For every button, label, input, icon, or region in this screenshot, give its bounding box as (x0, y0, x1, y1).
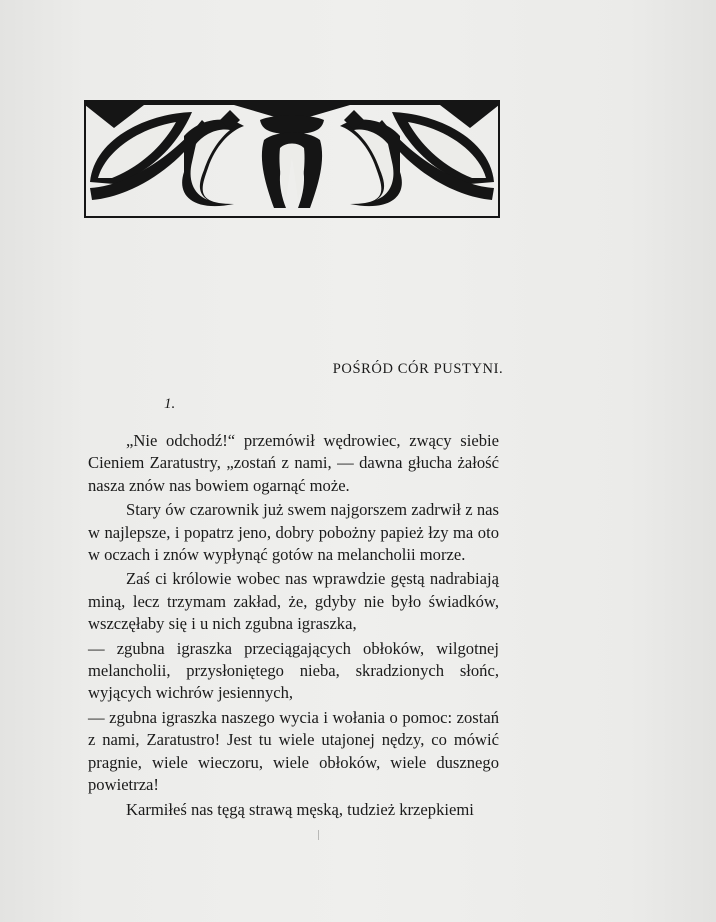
paragraph: — zgubna igraszka przeciągających obłoków, wilgotnej melancholii, przysłoniętego nieba, skradzionych słońc, wyjących wichrów jesiennych, (88, 638, 499, 703)
paragraph: „Nie odchodź!“ przemówił wędrowiec, zwący siebie Cieniem Zaratustry, „zostań z nami, — dawna głucha żałość nasza znów nas bowiem ogarnąć może. (88, 431, 499, 495)
print-mark (318, 830, 319, 840)
paragraph: Karmiłeś nas tęgą strawą męską, tudzież krzepkiemi (126, 799, 474, 819)
art-nouveau-headpiece-ornament (84, 100, 500, 218)
paragraph: Stary ów czarownik już swem najgorszem zadrwił z nas w najlepsze, i popatrz jeno, dobry pobożny papież łzy ma oto w oczach i znów wypłynąć gotów na melancholii morze. (88, 500, 499, 565)
body-text (88, 430, 499, 823)
section-number: 1. (164, 396, 176, 412)
chapter-title: POŚRÓD CÓR PUSTYNI. (332, 361, 504, 377)
paragraph: Zaś ci królowie wobec nas wprawdzie gęstą nadrabiają miną, lecz trzymam zakład, że, gdyby nie było świadków, wszczęłaby się i u nich zgubna igraszka, (88, 569, 499, 634)
paragraph: — zgubna igraszka naszego wycia i wołania o pomoc: zostań z nami, Zaratustro! Jest tu wiele utajonej nędzy, co mówić pragnie, wiele wieczoru, wiele obłoków, wiele dusznego powietrza! (88, 707, 499, 795)
